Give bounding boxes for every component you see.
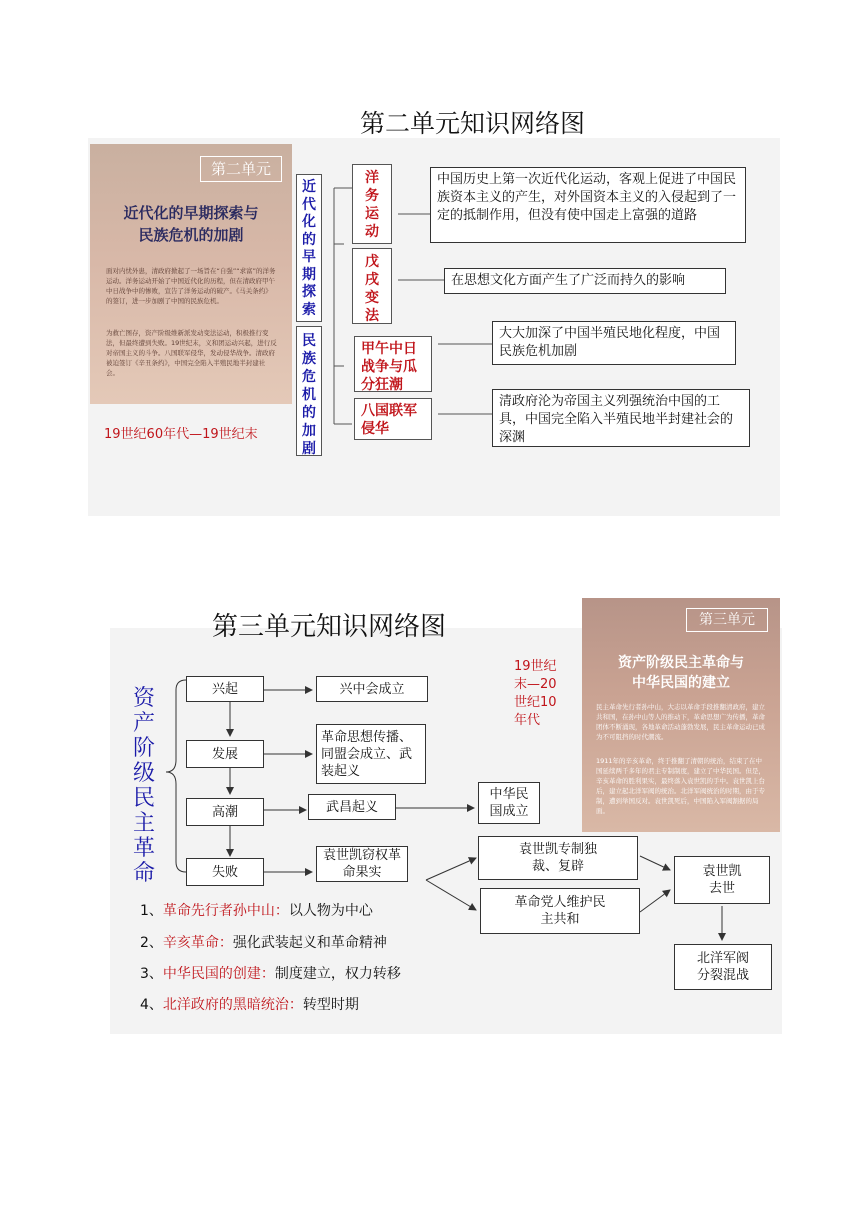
node-beiyang: 北洋军阀分裂混战 (674, 944, 772, 990)
unit2-book-title-1: 近代化的早期探索与 (123, 204, 259, 222)
stage-rise: 兴起 (186, 676, 264, 702)
note-baguo: 清政府沦为帝国主义列强统治中国的工具，中国完全陷入半殖民地半封建社会的深渊 (492, 389, 750, 447)
stage-climax: 高潮 (186, 798, 264, 826)
node-yuan-death: 袁世凯去世 (674, 856, 770, 904)
stage-develop: 发展 (186, 740, 264, 768)
unit2-book-para2: 为救亡图存，资产阶级维新派发动变法运动，积极推行变法，但最终遭到失败。19世纪末，义和团运动兴起，进行反对帝国主义的斗争。八国联军侵华，发动侵华战争。清政府被迫签订《辛丑条约》，中国完全陷入半殖民地半封建社会。 (106, 329, 277, 377)
stage-fail: 失败 (186, 858, 264, 886)
unit3-title: 第三单元知识网络图 (212, 612, 447, 642)
unit2-period: 19世纪60年代—19世纪末 (104, 427, 258, 442)
unit2-title: 第二单元知识网络图 (360, 109, 586, 138)
unit3-book-label: 第三单元 (686, 608, 768, 632)
node-develop-note: 革命思想传播、同盟会成立、武装起义 (316, 724, 426, 784)
note-yangwu: 中国历史上第一次近代化运动，客观上促进了中国民族资本主义的产生，对外国资本主义的入侵起到了一定的抵制作用，但没有使中国走上富强的道路 (430, 167, 746, 243)
unit3-book-title-1: 资产阶级民主革命与 (618, 655, 744, 671)
list-item-3: 3、中华民国的创建：制度建立，权力转移 (140, 966, 401, 982)
list-item-2: 2、辛亥革命：强化武装起义和革命精神 (140, 935, 387, 951)
list-item-4: 4、北洋政府的黑暗统治：转型时期 (140, 997, 359, 1013)
list-item-1: 1、革命先行者孙中山：以人物为中心 (140, 903, 373, 919)
node-yangwu: 洋务运动 (352, 164, 392, 244)
node-yuan-steal: 袁世凯窃权革命果实 (316, 846, 408, 882)
node-roc: 中华民国成立 (478, 782, 540, 824)
node-xingzhong: 兴中会成立 (316, 676, 428, 702)
node-wuxu: 戊戌变法 (352, 248, 392, 324)
node-yuan-dictator: 袁世凯专制独裁、复辟 (478, 836, 638, 880)
unit2-book-para1: 面对内忧外患，清政府掀起了一场旨在“自强”“求富”的洋务运动。洋务运动开始了中国近代化的历程，但在清政府甲午中日战争中的惨败，宣告了洋务运动的破产。《马关条约》的签订，进一步加剧了中国的民族危机。 (106, 267, 276, 305)
unit3-book-para2: 1911年的辛亥革命，终于推翻了清朝的统治，结束了在中国延续两千多年的君主专制制度，建立了中华民国。但是，辛亥革命的胜利果实，最终落入袁世凯的手中。袁世凯上台后，建立起北洋军阀的统治。北洋军阀统治的时期，由于专制，遭到举国反对。袁世凯死后，中国陷入军阀割据的局面。 (596, 757, 765, 815)
node-baguo: 八国联军侵华 (354, 398, 432, 440)
note-wuxu: 在思想文化方面产生了广泛而持久的影响 (444, 268, 726, 294)
unit3-book-para1: 民主革命先行者孙中山，大志以革命手段推翻清政府，建立共和国，在孙中山等人的推动下，革命思想广为传播，革命团体不断涌现，各地革命活动蓬勃发展，民主革命运动已成为不可阻挡的时代潮流。 (596, 703, 765, 741)
node-jiawu: 甲午中日战争与瓜分狂潮 (354, 336, 432, 392)
unit3-vertical-label: 资产阶级民主革命 (132, 686, 155, 886)
branch-modernization: 近代化的早期探索 (296, 174, 322, 322)
unit3-book-title-2: 中华民国的建立 (632, 675, 730, 691)
unit2-book-label: 第二单元 (200, 156, 282, 182)
unit2-book-title-2: 民族危机的加剧 (138, 226, 244, 244)
branch-crisis: 民族危机的加剧 (296, 326, 322, 456)
note-jiawu: 大大加深了中国半殖民地化程度，中国民族危机加剧 (492, 321, 736, 365)
node-wuchang: 武昌起义 (308, 794, 396, 820)
unit3-period: 19世纪末—20世纪10年代 (514, 659, 557, 728)
node-defend: 革命党人维护民主共和 (480, 888, 640, 934)
